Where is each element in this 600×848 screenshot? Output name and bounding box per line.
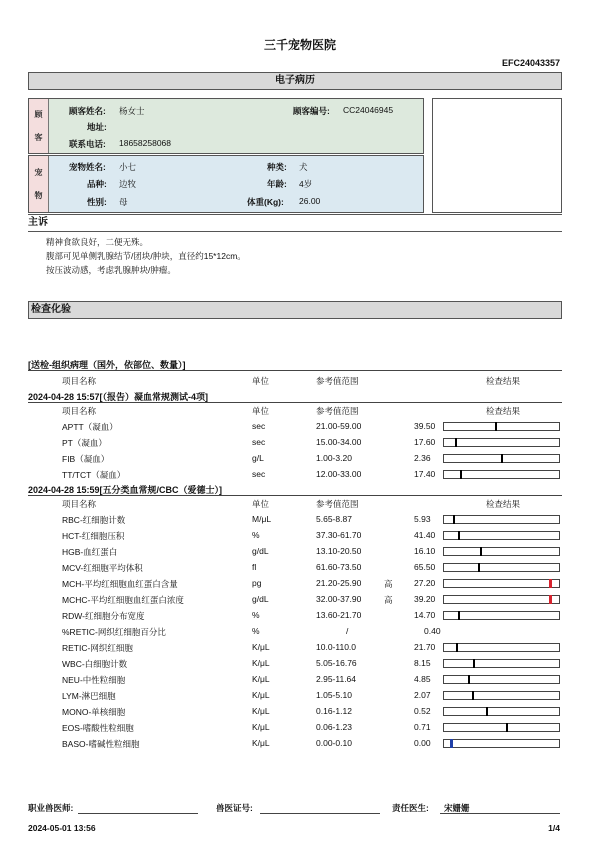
gauge-marker bbox=[458, 611, 460, 620]
owner-info-box bbox=[28, 98, 424, 154]
divider bbox=[28, 370, 562, 371]
test-unit: sec bbox=[252, 421, 266, 431]
test-ref-range: 5.65-8.87 bbox=[316, 514, 352, 524]
result-gauge bbox=[443, 691, 560, 700]
pet-sex-label: 性别: bbox=[87, 197, 107, 207]
test-value: 0.52 bbox=[414, 706, 431, 716]
chief-complaint-line: 按压波动感，考虑乳腺肿块/肿瘤。 bbox=[46, 265, 176, 275]
pet-name: 小七 bbox=[119, 162, 137, 172]
test-value: 65.50 bbox=[414, 562, 436, 572]
test-name: EOS-嗜酸性粒细胞 bbox=[62, 723, 134, 733]
result-gauge bbox=[443, 707, 560, 716]
test-flag: 高 bbox=[384, 579, 393, 589]
col-header-unit: 单位 bbox=[252, 406, 270, 416]
test-ref-range: 32.00-37.90 bbox=[316, 594, 362, 604]
cert-underline bbox=[260, 813, 380, 814]
test-ref-range: 0.06-1.23 bbox=[316, 722, 352, 732]
test-name: MCHC-平均红细胞血红蛋白浓度 bbox=[62, 595, 184, 605]
col-header-name: 项目名称 bbox=[62, 406, 97, 416]
col-header-result: 检查结果 bbox=[486, 406, 521, 416]
test-name: %RETIC-网织红细胞百分比 bbox=[62, 627, 166, 637]
test-ref-range: 61.60-73.50 bbox=[316, 562, 362, 572]
chief-complaint-bar bbox=[28, 214, 562, 232]
test-value: 14.70 bbox=[414, 610, 436, 620]
test-value: 0.71 bbox=[414, 722, 431, 732]
pet-weight: 26.00 bbox=[299, 196, 321, 206]
test-unit: pg bbox=[252, 578, 262, 588]
test-flag: 高 bbox=[384, 595, 393, 605]
test-value: 39.20 bbox=[414, 594, 436, 604]
gauge-marker bbox=[480, 547, 482, 556]
result-gauge bbox=[443, 675, 560, 684]
table-row bbox=[0, 640, 600, 656]
test-unit: g/L bbox=[252, 453, 264, 463]
table-row bbox=[0, 467, 600, 483]
col-header-name: 项目名称 bbox=[62, 499, 97, 509]
test-value: 16.10 bbox=[414, 546, 436, 556]
test-ref-range: 0.00-0.10 bbox=[316, 738, 352, 748]
pet-species-label: 种类: bbox=[267, 162, 287, 172]
cert-label: 兽医证号: bbox=[216, 803, 253, 813]
pet-sex: 母 bbox=[119, 197, 128, 207]
gauge-marker bbox=[472, 691, 474, 700]
doctor-label: 责任医生: bbox=[392, 803, 429, 813]
group-column-headers bbox=[0, 496, 600, 512]
test-name: TT/TCT（凝血） bbox=[62, 470, 126, 480]
test-ref-range: 13.60-21.70 bbox=[316, 610, 362, 620]
lab-section-title: 检查化验 bbox=[31, 304, 71, 315]
test-name: MCH-平均红细胞血红蛋白含量 bbox=[62, 579, 178, 589]
test-unit: K/μL bbox=[252, 642, 270, 652]
result-gauge bbox=[443, 547, 560, 556]
test-name: APTT（凝血） bbox=[62, 422, 118, 432]
result-gauge bbox=[443, 438, 560, 447]
test-name: RBC-红细胞计数 bbox=[62, 515, 126, 525]
result-gauge bbox=[443, 739, 560, 748]
gauge-marker bbox=[460, 470, 462, 479]
table-row bbox=[0, 419, 600, 435]
test-name: LYM-淋巴细胞 bbox=[62, 691, 116, 701]
result-gauge bbox=[443, 422, 560, 431]
gauge-marker bbox=[453, 515, 455, 524]
table-row bbox=[0, 435, 600, 451]
test-ref-range: 37.30-61.70 bbox=[316, 530, 362, 540]
section-bar-lab bbox=[28, 301, 562, 319]
test-value: 41.40 bbox=[414, 530, 436, 540]
test-unit: K/μL bbox=[252, 658, 270, 668]
gauge-marker bbox=[473, 659, 475, 668]
print-timestamp: 2024-05-01 13:56 bbox=[28, 823, 96, 833]
pet-breed: 边牧 bbox=[119, 179, 137, 189]
vet-label: 职业兽医师: bbox=[28, 803, 74, 813]
gauge-marker bbox=[450, 739, 453, 748]
test-name: FIB（凝血） bbox=[62, 454, 110, 464]
section-bar-record bbox=[28, 72, 562, 90]
test-ref-range: 10.0-110.0 bbox=[316, 642, 357, 652]
pet-breed-label: 品种: bbox=[87, 179, 107, 189]
chief-complaint-title: 主诉 bbox=[28, 217, 48, 228]
result-gauge bbox=[443, 470, 560, 479]
test-value: 2.07 bbox=[414, 690, 431, 700]
result-gauge bbox=[443, 723, 560, 732]
owner-name-label: 顾客姓名: bbox=[69, 106, 106, 116]
result-gauge bbox=[443, 659, 560, 668]
test-value: 0.40 bbox=[424, 626, 441, 636]
gauge-marker bbox=[549, 595, 552, 604]
test-unit: % bbox=[252, 626, 260, 636]
gauge-marker bbox=[495, 422, 497, 431]
col-header-ref: 参考值范围 bbox=[316, 406, 359, 416]
test-value: 0.00 bbox=[414, 738, 431, 748]
test-ref-range: 1.00-3.20 bbox=[316, 453, 352, 463]
owner-phone: 18658258068 bbox=[119, 138, 172, 148]
owner-phone-label: 联系电话: bbox=[69, 139, 106, 149]
group-title: 2024-04-28 15:57[（报告）凝血常规测试-4项] bbox=[28, 392, 209, 402]
doctor-underline bbox=[440, 813, 560, 814]
gauge-marker bbox=[549, 579, 552, 588]
table-row bbox=[0, 608, 600, 624]
test-ref-range: 15.00-34.00 bbox=[316, 437, 362, 447]
gauge-marker bbox=[486, 707, 488, 716]
gauge-marker bbox=[456, 643, 458, 652]
table-row bbox=[0, 528, 600, 544]
chief-complaint-line: 腹部可见单侧乳腺结节/团块/肿块，直径约15*12cm。 bbox=[46, 251, 246, 261]
pet-info-box bbox=[28, 155, 424, 213]
pet-side-label: 宠 物 bbox=[29, 156, 49, 212]
pet-species: 犬 bbox=[299, 162, 308, 172]
table-row bbox=[0, 704, 600, 720]
section-title: 电子病历 bbox=[275, 75, 315, 86]
test-value: 21.70 bbox=[414, 642, 436, 652]
owner-id-label: 顾客编号: bbox=[293, 106, 330, 116]
table-row bbox=[0, 672, 600, 688]
pet-photo-box bbox=[432, 98, 562, 213]
col-header-result: 检查结果 bbox=[486, 376, 521, 386]
test-ref-range: 13.10-20.50 bbox=[316, 546, 362, 556]
test-unit: fl bbox=[252, 562, 257, 572]
page-number: 1/4 bbox=[548, 823, 560, 833]
table-row bbox=[0, 576, 600, 592]
test-unit: sec bbox=[252, 469, 266, 479]
test-name: HCT-红细胞压积 bbox=[62, 531, 125, 541]
test-name: RDW-红细胞分布宽度 bbox=[62, 611, 145, 621]
table-row bbox=[0, 624, 600, 640]
pet-age: 4岁 bbox=[299, 179, 313, 189]
test-name: RETIC-网织红细胞 bbox=[62, 643, 133, 653]
test-ref-range: 21.00-59.00 bbox=[316, 421, 362, 431]
gauge-marker bbox=[501, 454, 503, 463]
gauge-marker bbox=[458, 531, 460, 540]
test-ref-range: 0.16-1.12 bbox=[316, 706, 352, 716]
result-gauge bbox=[443, 643, 560, 652]
test-unit: g/dL bbox=[252, 594, 269, 604]
test-name: NEU-中性粒细胞 bbox=[62, 675, 126, 685]
test-name: PT（凝血） bbox=[62, 438, 107, 448]
gauge-marker bbox=[506, 723, 508, 732]
result-gauge bbox=[443, 579, 560, 588]
table-row bbox=[0, 544, 600, 560]
test-unit: K/μL bbox=[252, 690, 270, 700]
result-gauge bbox=[443, 595, 560, 604]
test-value: 17.60 bbox=[414, 437, 436, 447]
test-name: WBC-白细胞计数 bbox=[62, 659, 128, 669]
test-name: HGB-血红蛋白 bbox=[62, 547, 118, 557]
result-gauge bbox=[443, 454, 560, 463]
col-header-ref: 参考值范围 bbox=[316, 499, 359, 509]
pet-age-label: 年龄: bbox=[267, 179, 287, 189]
table-row bbox=[0, 720, 600, 736]
test-name: BASO-嗜碱性粒细胞 bbox=[62, 739, 140, 749]
test-unit: K/μL bbox=[252, 706, 270, 716]
test-ref-range: 21.20-25.90 bbox=[316, 578, 362, 588]
result-gauge bbox=[443, 563, 560, 572]
test-unit: % bbox=[252, 610, 260, 620]
col-header-unit: 单位 bbox=[252, 499, 270, 509]
table-row bbox=[0, 451, 600, 467]
test-value: 5.93 bbox=[414, 514, 431, 524]
test-value: 27.20 bbox=[414, 578, 436, 588]
owner-side-label: 顾 客 bbox=[29, 99, 49, 153]
test-ref-range: / bbox=[346, 626, 349, 636]
test-ref-range: 2.95-11.64 bbox=[316, 674, 357, 684]
test-ref-range: 1.05-5.10 bbox=[316, 690, 352, 700]
test-value: 4.85 bbox=[414, 674, 431, 684]
col-header-unit: 单位 bbox=[252, 376, 270, 386]
table-row bbox=[0, 736, 600, 752]
hospital-title: 三千宠物医院 bbox=[263, 38, 336, 52]
col-header-ref: 参考值范围 bbox=[316, 376, 359, 386]
test-value: 8.15 bbox=[414, 658, 431, 668]
biopsy-title: [送检-组织病理（国外，依部位、数量）] bbox=[28, 360, 186, 370]
test-unit: K/μL bbox=[252, 738, 270, 748]
col-header-name: 项目名称 bbox=[62, 376, 97, 386]
table-row bbox=[0, 512, 600, 528]
owner-id: CC24046945 bbox=[343, 105, 394, 115]
result-gauge bbox=[443, 515, 560, 524]
table-row bbox=[0, 656, 600, 672]
group-column-headers bbox=[0, 403, 600, 419]
gauge-marker bbox=[455, 438, 457, 447]
result-gauge bbox=[443, 531, 560, 540]
test-value: 2.36 bbox=[414, 453, 431, 463]
test-name: MCV-红细胞平均体积 bbox=[62, 563, 143, 573]
group-title: 2024-04-28 15:59[五分类血常规/CBC（爱德士）] bbox=[28, 485, 223, 495]
test-name: MONO-单核细胞 bbox=[62, 707, 126, 717]
result-gauge bbox=[443, 611, 560, 620]
test-unit: % bbox=[252, 530, 260, 540]
test-unit: g/dL bbox=[252, 546, 269, 556]
chief-complaint-line: 精神食欲良好，二便无殊。 bbox=[46, 237, 149, 247]
table-row bbox=[0, 560, 600, 576]
test-ref-range: 12.00-33.00 bbox=[316, 469, 362, 479]
test-unit: K/μL bbox=[252, 722, 270, 732]
col-header-result: 检查结果 bbox=[486, 499, 521, 509]
gauge-marker bbox=[468, 675, 470, 684]
owner-name: 杨女士 bbox=[119, 106, 145, 116]
record-number: EFC24043357 bbox=[501, 58, 560, 68]
biopsy-column-headers bbox=[0, 373, 600, 389]
table-row bbox=[0, 592, 600, 608]
pet-weight-label: 体重(Kg): bbox=[247, 197, 284, 207]
gauge-marker bbox=[478, 563, 480, 572]
table-row bbox=[0, 688, 600, 704]
owner-address-label: 地址: bbox=[87, 122, 107, 132]
test-unit: sec bbox=[252, 437, 266, 447]
test-unit: M/μL bbox=[252, 514, 272, 524]
doctor-value: 宋姗姗 bbox=[444, 803, 470, 813]
test-ref-range: 5.05-16.76 bbox=[316, 658, 357, 668]
test-unit: K/μL bbox=[252, 674, 270, 684]
test-value: 17.40 bbox=[414, 469, 436, 479]
vet-underline bbox=[78, 813, 198, 814]
test-value: 39.50 bbox=[414, 421, 436, 431]
pet-name-label: 宠物姓名: bbox=[69, 162, 106, 172]
